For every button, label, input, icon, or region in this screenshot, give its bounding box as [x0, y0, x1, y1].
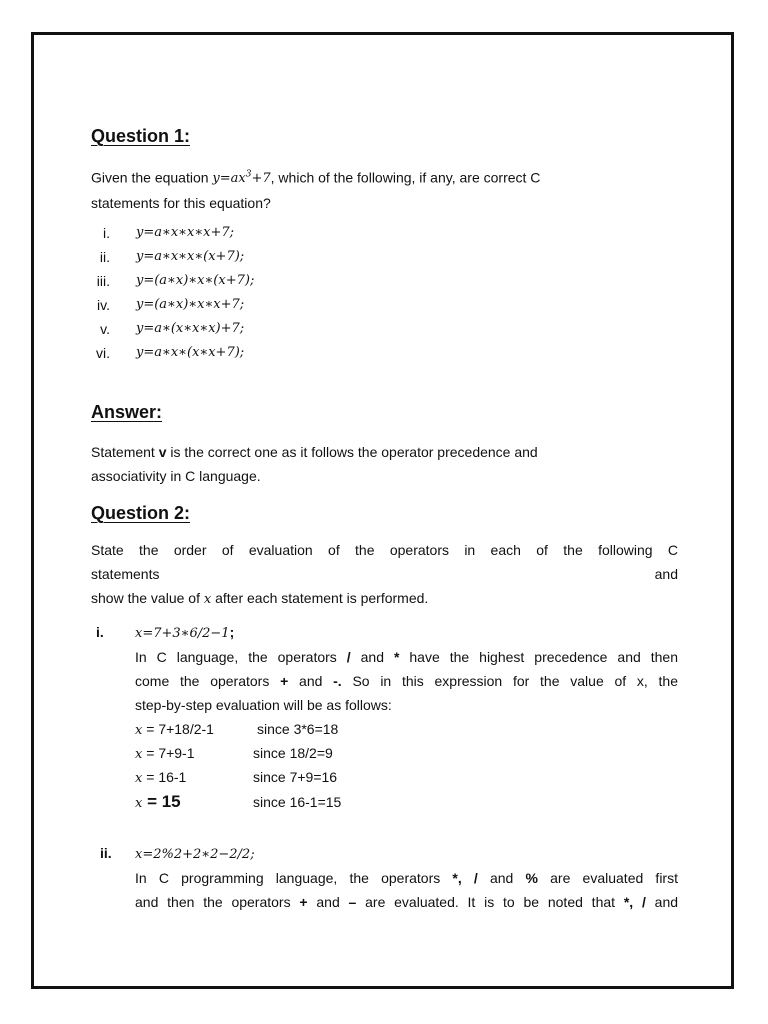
option-item: v. y=a∗(x∗x∗x)+7; — [100, 321, 245, 337]
part-i-explanation: In C language, the operators / and * have the highest precedence and then come the operators + and -. So in this expression for the value of x, the step-by-step evaluation will be as follows: — [135, 649, 679, 713]
part-ii-explanation: In C programming language, the operators *, / and % are evaluated first and then the operators + and – are evaluated. It is to be noted that *, / and — [135, 870, 679, 910]
intro-line-3: show the value of x after each statement is performed. — [91, 590, 429, 607]
part-ii-number: ii. — [100, 845, 112, 861]
step-row: x = 15 since 16-1=15 — [135, 792, 342, 811]
intro-line-2: statements and — [91, 566, 678, 582]
intro-line-1: State the order of evaluation of the operators in each of the following C — [91, 542, 678, 558]
answer-heading: Answer: — [91, 402, 163, 422]
question-1-heading: Question 1: — [91, 126, 191, 146]
part-ii-expression: x=2%2+2∗2−2/2; — [135, 847, 255, 862]
step-row: x = 7+9-1 since 18/2=9 — [135, 745, 333, 762]
intro-text-line2: statements for this equation? — [91, 195, 271, 212]
option-item: vi. y=a∗x∗(x∗x+7); — [96, 345, 245, 361]
answer-text: Statement v is the correct one as it follows the operator precedence and associativity in C language. — [91, 444, 538, 484]
option-item: iv. y=(a∗x)∗x∗x+7; — [97, 297, 245, 313]
equation: $y=ax^3+7$ — [212, 170, 271, 187]
part-i-expression: x=7+3∗6/2−1; — [135, 624, 235, 641]
option-item: i. y=a∗x∗x∗x+7; — [103, 225, 235, 241]
step-row: x = 16-1 since 7+9=16 — [135, 769, 338, 786]
step-row: x = 7+18/2-1 since 3*6=18 — [135, 721, 339, 738]
option-item: ii. y=a∗x∗x∗(x+7); — [99, 249, 245, 265]
part-i-number: i. — [96, 624, 104, 640]
intro-text-cont: , which of the following, if any, are correct C — [270, 169, 541, 186]
question-2-intro — [91, 538, 678, 612]
intro-text: Given the equation — [91, 169, 209, 186]
question-2-heading: Question 2: — [91, 503, 191, 523]
option-item: iii. y=(a∗x)∗x∗(x+7); — [96, 273, 255, 289]
question-1-intro — [91, 163, 691, 215]
